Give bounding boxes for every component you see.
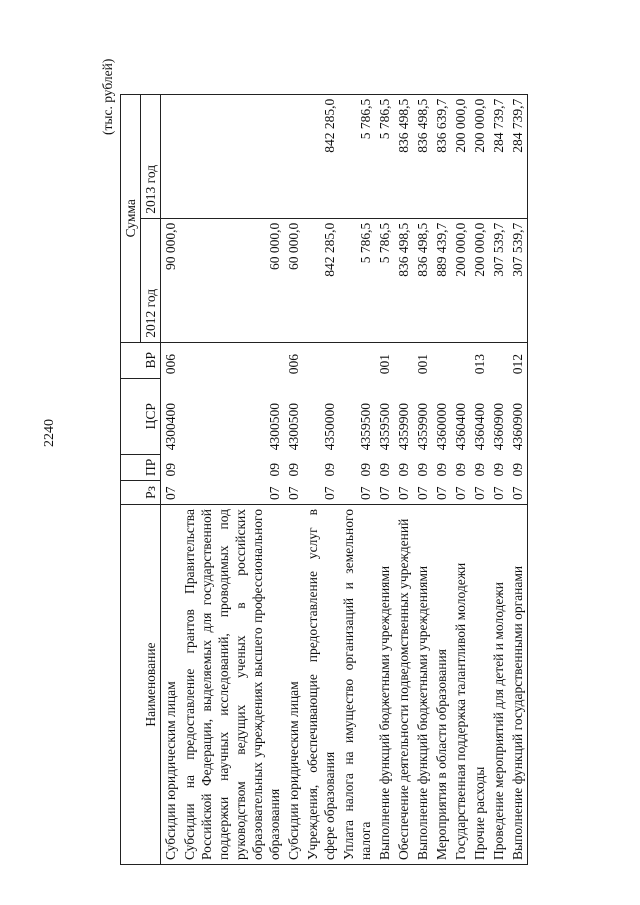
row-csr: 4359900 xyxy=(415,402,430,451)
header-sum: Сумма xyxy=(121,94,141,342)
row-amount-2012: 5 786,5 xyxy=(375,218,394,342)
row-vr: 012 xyxy=(508,342,528,378)
row-csr: 4300500 xyxy=(286,402,301,451)
row-name: Субсидии на предоставление грантов Правительства Российской Федерации, выделяемых для государственной поддержки научных исследований, проводимых под руководством ведущих ученых в российских образовательных учреждениях высшего профессионального образования xyxy=(180,505,284,865)
row-amount-2012: 836 498,5 xyxy=(413,218,432,342)
row-rz: 07 xyxy=(267,486,282,500)
row-amount-2013: 5 786,5 xyxy=(339,94,375,218)
row-amount-2013: 842 285,0 xyxy=(303,94,339,218)
row-amount-2012: 60 000,0 xyxy=(284,218,303,342)
row-name: Выполнение функций государственными органами xyxy=(508,505,528,865)
row-rz: 07 xyxy=(415,486,430,500)
row-pr: 09 xyxy=(396,463,411,477)
row-rz: 07 xyxy=(377,486,392,500)
row-vr xyxy=(180,342,284,378)
header-csr: ЦСР xyxy=(121,378,161,454)
row-name: Проведение мероприятий для детей и молодежи xyxy=(489,505,508,865)
header-name: Наименование xyxy=(121,505,161,865)
row-name: Мероприятия в области образования xyxy=(432,505,451,865)
row-amount-2013: 5 786,5 xyxy=(375,94,394,218)
row-amount-2012: 200 000,0 xyxy=(451,218,470,342)
row-csr: 4359900 xyxy=(396,402,411,451)
row-amount-2013: 836 498,5 xyxy=(413,94,432,218)
row-csr: 4360900 xyxy=(491,402,506,451)
row-csr: 4359500 xyxy=(358,402,373,451)
table-row xyxy=(508,94,528,864)
table-row xyxy=(303,94,339,864)
row-csr: 4360900 xyxy=(508,378,528,454)
row-csr: 4350000 xyxy=(322,402,337,451)
row-pr: 09 xyxy=(453,463,468,477)
row-pr: 09 xyxy=(434,463,449,477)
row-vr: 006 xyxy=(284,342,303,378)
row-amount-2013 xyxy=(161,94,181,218)
row-amount-2013: 200 000,0 xyxy=(451,94,470,218)
row-amount-2012: 307 539,7 xyxy=(508,218,528,342)
row-amount-2012: 836 498,5 xyxy=(394,218,413,342)
table-body xyxy=(161,94,528,864)
budget-table xyxy=(120,94,528,865)
row-amount-2013: 836 639,7 xyxy=(432,94,451,218)
table-row xyxy=(451,94,470,864)
row-vr xyxy=(451,342,470,378)
row-amount-2013: 836 498,5 xyxy=(394,94,413,218)
row-name: Прочие расходы xyxy=(470,505,489,865)
row-rz: 07 xyxy=(286,486,301,500)
row-amount-2013 xyxy=(284,94,303,218)
row-pr: 09 xyxy=(415,463,430,477)
row-vr: 001 xyxy=(413,342,432,378)
table-row xyxy=(470,94,489,864)
table-row xyxy=(339,94,375,864)
row-amount-2012: 5 786,5 xyxy=(339,218,375,342)
row-rz: 07 xyxy=(472,486,487,500)
row-pr: 09 xyxy=(358,463,373,477)
row-name: Учреждения, обеспечивающие предоставление услуг в сфере образования xyxy=(303,505,339,865)
row-csr: 4360400 xyxy=(453,402,468,451)
row-name: Уплата налога на имущество организаций и земельного налога xyxy=(339,505,375,865)
row-vr xyxy=(432,342,451,378)
row-pr: 09 xyxy=(491,463,506,477)
table-row xyxy=(284,94,303,864)
header-vr: ВР xyxy=(121,342,161,378)
row-csr: 4300500 xyxy=(267,402,282,451)
row-name: Субсидии юридическим лицам xyxy=(284,505,303,865)
row-vr: 001 xyxy=(375,342,394,378)
units-label: (тыс. рублей) xyxy=(100,58,115,135)
row-amount-2012: 60 000,0 xyxy=(180,218,284,342)
header-year-2013: 2013 год xyxy=(141,94,161,218)
row-amount-2012: 200 000,0 xyxy=(470,218,489,342)
row-amount-2012: 307 539,7 xyxy=(489,218,508,342)
row-vr xyxy=(489,342,508,378)
row-rz: 07 xyxy=(434,486,449,500)
row-amount-2013: 284 739,7 xyxy=(508,94,528,218)
row-rz: 07 xyxy=(491,486,506,500)
row-rz: 07 xyxy=(358,486,373,500)
row-rz: 07 xyxy=(453,486,468,500)
table-row xyxy=(375,94,394,864)
row-pr: 09 xyxy=(267,463,282,477)
row-csr: 4360000 xyxy=(434,402,449,451)
header-year-2012: 2012 год xyxy=(141,218,161,342)
row-rz: 07 xyxy=(322,486,337,500)
table-row xyxy=(489,94,508,864)
row-csr: 4360400 xyxy=(472,402,487,451)
row-rz: 07 xyxy=(163,486,178,500)
table-row xyxy=(180,94,284,864)
row-rz: 07 xyxy=(508,481,528,505)
header-rz: Рз xyxy=(121,481,161,505)
page-number: 2240 xyxy=(42,419,57,447)
row-amount-2012: 90 000,0 xyxy=(161,218,181,342)
row-pr: 09 xyxy=(286,463,301,477)
row-pr: 09 xyxy=(322,463,337,477)
table-row xyxy=(432,94,451,864)
row-amount-2013 xyxy=(180,94,284,218)
table-row xyxy=(394,94,413,864)
row-vr xyxy=(339,342,375,378)
row-rz: 07 xyxy=(396,486,411,500)
row-name: Обеспечение деятельности подведомственных учреждений xyxy=(394,505,413,865)
row-vr xyxy=(394,342,413,378)
row-name: Выполнение функций бюджетными учреждениями xyxy=(375,505,394,865)
row-name: Субсидии юридическим лицам xyxy=(161,505,181,865)
table-row xyxy=(413,94,432,864)
table-row xyxy=(161,94,181,864)
row-name: Выполнение функций бюджетными учреждениями xyxy=(413,505,432,865)
row-amount-2013: 284 739,7 xyxy=(489,94,508,218)
row-vr: 006 xyxy=(161,342,181,378)
row-amount-2012: 842 285,0 xyxy=(303,218,339,342)
row-vr: 013 xyxy=(470,342,489,378)
row-amount-2013: 200 000,0 xyxy=(470,94,489,218)
row-csr: 4300400 xyxy=(163,402,178,451)
row-name: Государственная поддержка талантливой молодежи xyxy=(451,505,470,865)
row-pr: 09 xyxy=(377,463,392,477)
row-pr: 09 xyxy=(472,463,487,477)
row-amount-2012: 889 439,7 xyxy=(432,218,451,342)
row-vr xyxy=(303,342,339,378)
row-pr: 09 xyxy=(163,463,178,477)
row-pr: 09 xyxy=(508,454,528,480)
table-header xyxy=(121,94,161,864)
header-pr: ПР xyxy=(121,454,161,480)
row-csr: 4359500 xyxy=(377,402,392,451)
